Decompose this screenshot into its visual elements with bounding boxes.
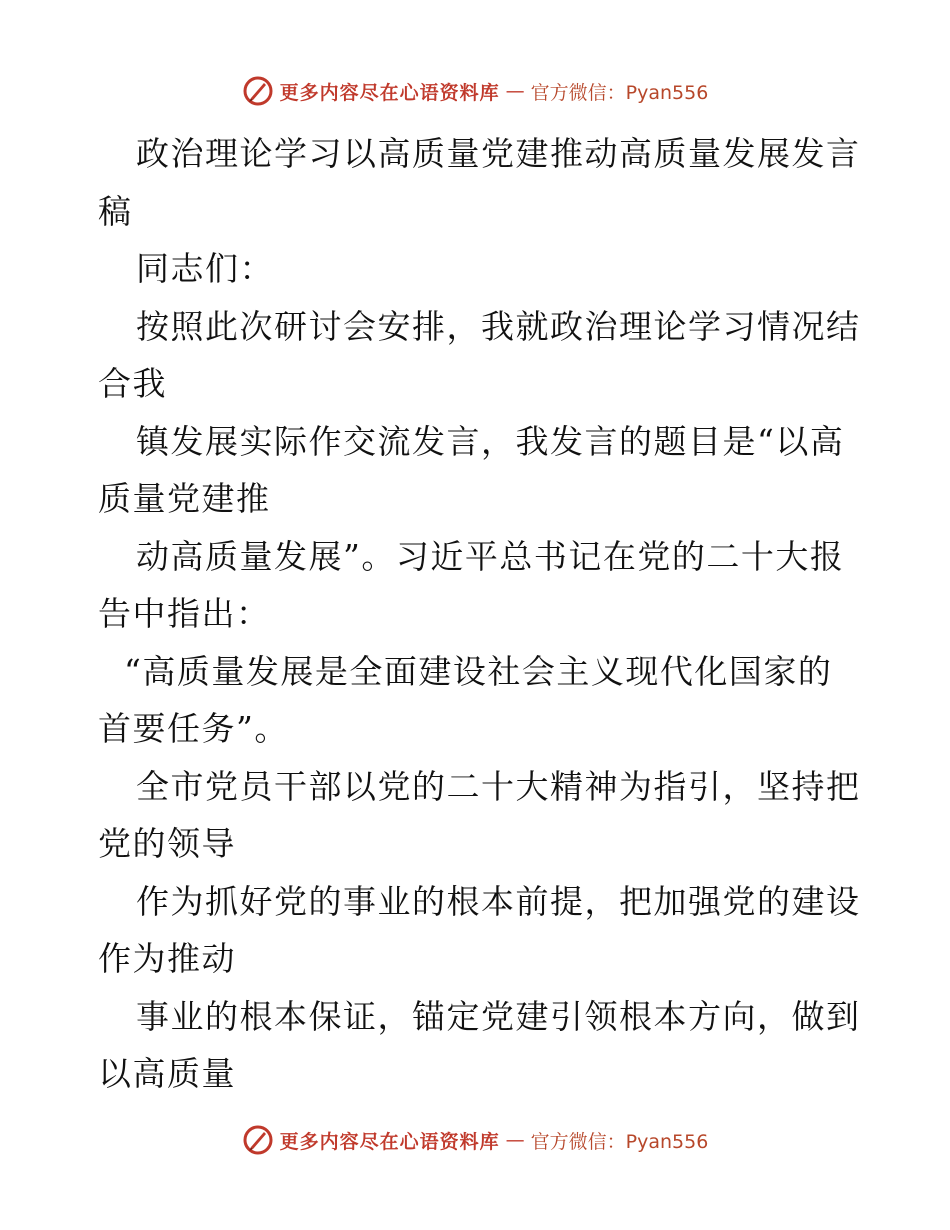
paragraph-line: 质量党建推	[98, 479, 271, 518]
watermark-wechat-text: 官方微信：Pyan556	[530, 81, 709, 104]
header-watermark	[0, 71, 950, 111]
paragraph-line: 以高质量	[98, 1054, 236, 1093]
watermark-separator: —	[505, 1129, 525, 1151]
document-title-continuation: 稿	[98, 191, 133, 231]
document-body	[98, 125, 861, 1103]
watermark-wechat-text: 官方微信：Pyan556	[530, 1130, 709, 1153]
paragraph-line: 合我	[98, 364, 167, 403]
document-title: 政治理论学习以高质量党建推动高质量发展发言	[136, 134, 861, 173]
watermark-main-text: 更多内容尽在心语资料库	[279, 81, 500, 104]
paragraph-line: 镇发展实际作交流发言，我发言的题目是“以高	[136, 421, 845, 461]
quill-logo-icon	[242, 75, 274, 107]
paragraph-line: 事业的根本保证，锚定党建引领根本方向，做到	[136, 996, 861, 1036]
watermark-main-text: 更多内容尽在心语资料库	[279, 1130, 500, 1153]
paragraph-line: “高质量发展是全面建设社会主义现代化国家的	[124, 651, 833, 691]
paragraph-line: 按照此次研讨会安排，我就政治理论学习情况结	[136, 306, 861, 346]
watermark-separator: —	[505, 80, 525, 102]
paragraph-line: 告中指出：	[98, 594, 271, 633]
paragraph-line: 首要任务”。	[98, 709, 289, 748]
paragraph-line: 党的领导	[98, 824, 236, 863]
paragraph-line: 作为抓好党的事业的根本前提，把加强党的建设	[136, 881, 861, 921]
salutation: 同志们：	[136, 249, 274, 288]
paragraph-line: 全市党员干部以党的二十大精神为指引，坚持把	[136, 766, 861, 806]
quill-logo-icon	[242, 1124, 274, 1156]
footer-watermark	[0, 1120, 950, 1160]
paragraph-line: 动高质量发展”。习近平总书记在党的二十大报	[136, 536, 845, 576]
paragraph-line: 作为推动	[98, 939, 236, 978]
